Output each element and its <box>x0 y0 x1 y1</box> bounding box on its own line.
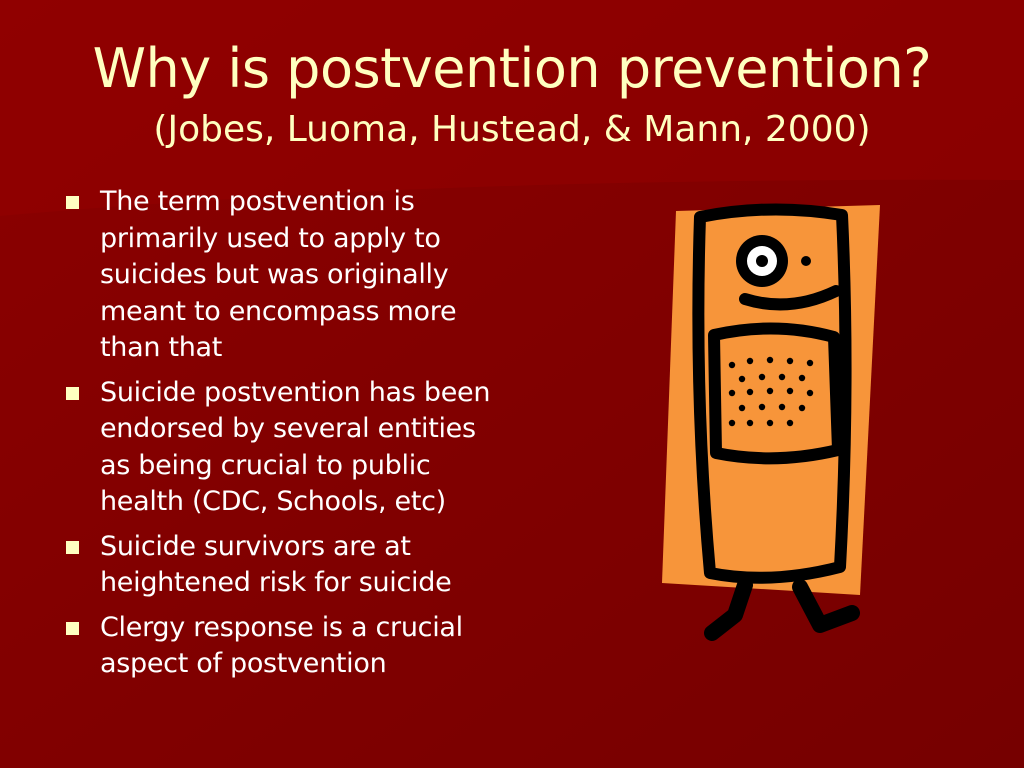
bullet-text: Suicide survivors are at heightened risk for suicide <box>100 530 452 598</box>
bullet-text: Clergy response is a crucial aspect of postvention <box>100 611 463 679</box>
slide-subtitle-citation: (Jobes, Luoma, Hustead, & Mann, 2000) <box>153 109 871 150</box>
square-bullet-icon <box>66 622 79 635</box>
bullet-text: Suicide postvention has been endorsed by several entities as being crucial to public health (CDC, Schools, etc) <box>100 376 491 517</box>
bullet-item <box>62 610 512 683</box>
bandage-character-icon <box>650 195 890 665</box>
bullet-item <box>62 375 512 521</box>
bullet-item <box>62 529 512 602</box>
bullet-item <box>62 184 512 367</box>
square-bullet-icon <box>66 541 79 554</box>
bullet-text: The term postvention is primarily used to apply to suicides but was originally meant to encompass more than that <box>100 186 457 363</box>
bullet-list <box>62 184 512 691</box>
slide-title: Why is postvention prevention? <box>92 37 932 100</box>
square-bullet-icon <box>66 196 79 209</box>
square-bullet-icon <box>66 387 79 400</box>
